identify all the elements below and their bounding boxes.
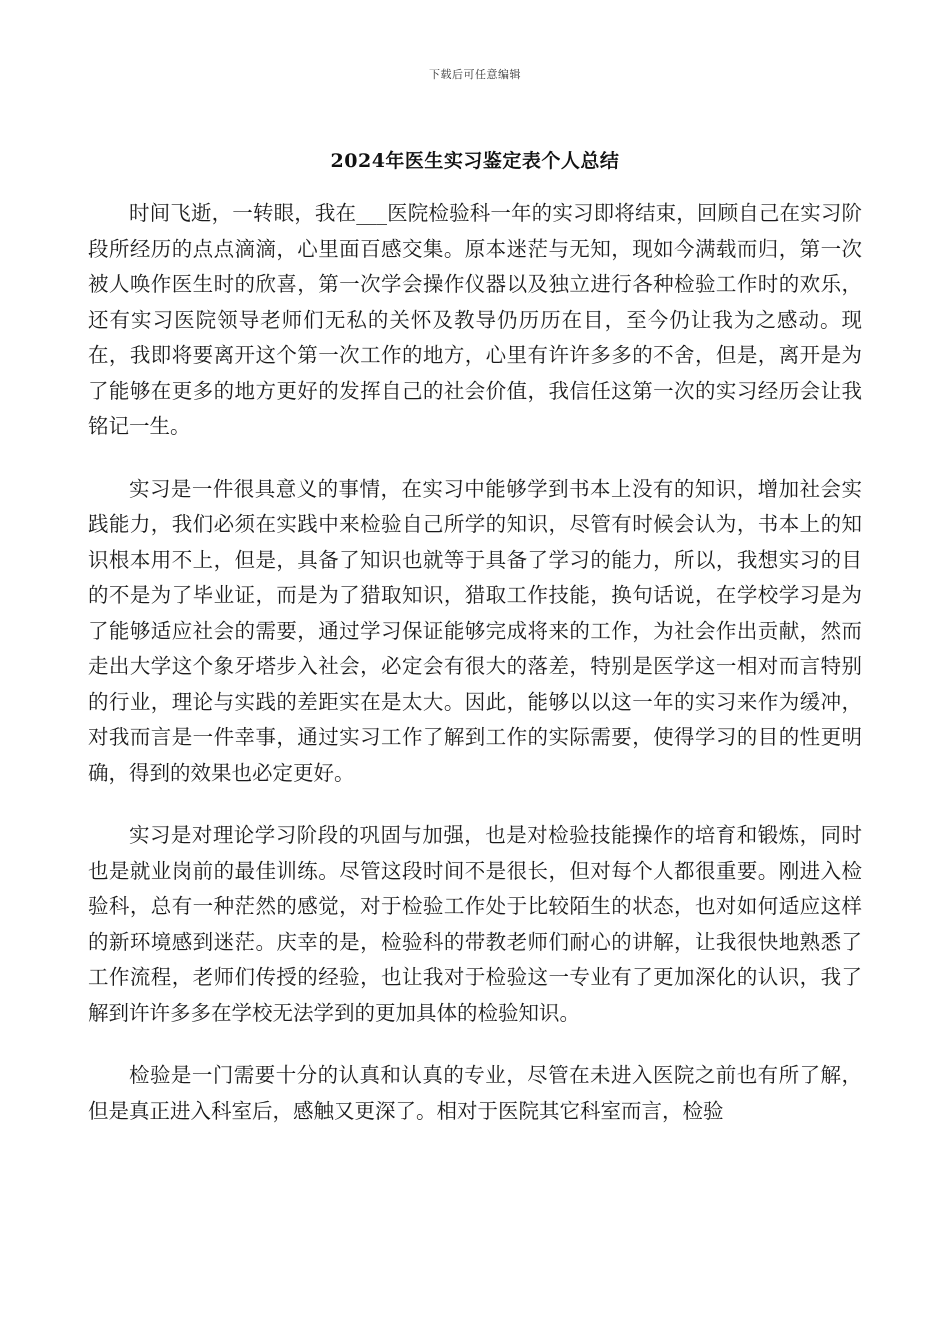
paragraph-3: 实习是对理论学习阶段的巩固与加强，也是对检验技能操作的培育和锻炼，同时也是就业岗前的最佳训练。尽管这段时间不是很长，但对每个人都很重要。刚进入检验科，总有一种茫然的感觉，对于检验工作处于比较陌生的状态，也对如何适应这样的新环境感到迷茫。庆幸的是，检验科的带教老师们耐心的讲解，让我很快地熟悉了工作流程，老师们传授的经验，也让我对于检验这一专业有了更加深化的认识，我了解到许许多多在学校无法学到的更加具体的检验知识。 [88,823,862,1025]
paragraph-2: 实习是一件很具意义的事情，在实习中能够学到书本上没有的知识，增加社会实践能力，我们必须在实践中来检验自己所学的知识，尽管有时候会认为，书本上的知识根本用不上，但是，具备了知识也就等于具备了学习的能力，所以，我想实习的目的不是为了毕业证，而是为了猎取知识，猎取工作技能，换句话说，在学校学习是为了能够适应社会的需要，通过学习保证能够完成将来的工作，为社会作出贡献，然而走出大学这个象牙塔步入社会，必定会有很大的落差，特别是医学这一相对而言特别的行业，理论与实践的差距实在是太大。因此，能够以以这一年的实习来作为缓冲，对我而言是一件幸事，通过实习工作了解到工作的实际需要，使得学习的目的性更明确，得到的效果也必定更好。 [88,476,862,785]
document-body [88,196,862,1156]
document-title: 2024年医生实习鉴定表个人总结 [330,150,620,172]
paragraph-4: 检验是一门需要十分的认真和认真的专业，尽管在未进入医院之前也有所了解，但是真正进入科室后，感触又更深了。相对于医院其它科室而言，检验 [88,1063,862,1123]
header-note: 下载后可任意编辑 [429,68,521,81]
paragraph-1: 时间飞逝，一转眼，我在___医院检验科一年的实习即将结束，回顾自己在实习阶段所经历的点点滴滴，心里面百感交集。原本迷茫与无知，现如今满载而归，第一次被人唤作医生时的欣喜，第一次学会操作仪器以及独立进行各种检验工作时的欢乐，还有实习医院领导老师们无私的关怀及教导仍历历在目，至今仍让我为之感动。现在，我即将要离开这个第一次工作的地方，心里有许许多多的不舍，但是，离开是为了能够在更多的地方更好的发挥自己的社会价值，我信任这第一次的实习经历会让我铭记一生。 [88,201,862,438]
